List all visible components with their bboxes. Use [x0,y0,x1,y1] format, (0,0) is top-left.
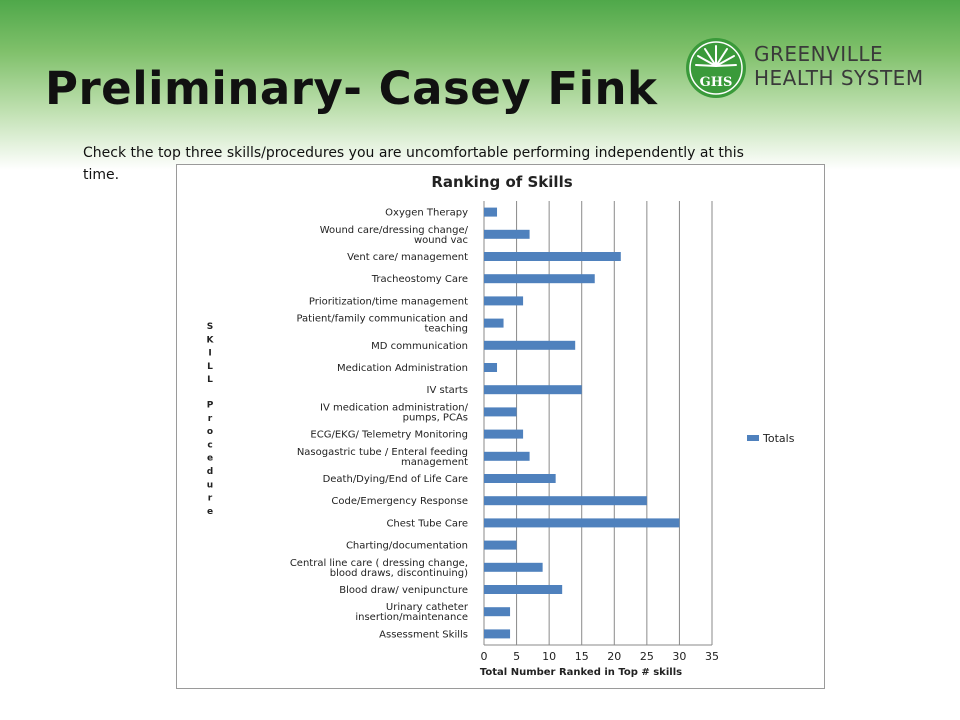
category-label: Tracheostomy Care [371,274,468,286]
bar [484,385,582,394]
category-label: wound vac [413,234,468,246]
x-tick-label: 35 [705,650,719,663]
category-label: Assessment Skills [379,629,468,641]
category-label: IV starts [426,385,468,397]
y-axis-letter: u [206,480,214,491]
y-axis-letter: K [206,335,214,346]
chart-grid [484,201,712,645]
y-axis-letter: S [206,322,214,332]
bar [484,274,595,283]
chart-category-labels [290,208,469,641]
bar [484,230,530,239]
x-tick-label: 30 [672,650,687,663]
category-label: IV medication administration/ [320,402,468,414]
bar [484,474,556,483]
chart-frame [176,164,825,689]
bar [484,496,647,505]
logo-line2: HEALTH SYSTEM [754,66,924,90]
chart-x-ticks [481,650,720,663]
bar [484,208,497,217]
category-label: Urinary catheter [385,602,468,614]
instruction-text: Check the top three skills/procedures you are uncomfortable performing independently at this time. [83,145,744,183]
chart-title: Ranking of Skills [431,173,573,191]
category-label: Medication Administration [336,363,468,374]
y-axis-letter: I [208,348,212,359]
x-tick-label: 15 [574,650,589,663]
bar [484,585,562,594]
bar [484,341,575,350]
category-label: Central line care ( dressing change, [289,557,468,569]
category-label: ECG/EKG/ Telemetry Monitoring [310,429,468,441]
logo-line1: GREENVILLE [754,42,884,66]
category-label: Oxygen Therapy [385,207,468,219]
category-label: MD communication [371,340,468,352]
category-label: Wound care/dressing change/ [319,224,468,236]
y-axis-letter: r [207,493,213,504]
bar [484,541,517,550]
bar [484,407,517,416]
bar [484,452,530,461]
y-axis-letter: d [206,467,214,477]
category-label: insertion/maintenance [355,612,468,624]
category-label: Patient/family communication and [296,313,468,325]
bar [484,518,679,527]
ghs-emblem-icon [684,36,748,100]
category-label: Prioritization/time management [308,296,468,308]
logo-wordmark [754,42,924,90]
category-label: Code/Emergency Response [331,496,468,508]
x-tick-label: 5 [513,650,521,663]
y-axis-letter: c [207,440,213,451]
slide-title: Preliminary- Casey Fink [45,62,658,115]
logo [684,36,944,100]
y-axis-letter: r [207,413,213,424]
x-tick-label: 20 [607,650,622,663]
category-label: pumps, PCAs [402,412,468,424]
category-label: teaching [424,323,468,335]
chart-y-axis-label [207,322,215,517]
x-tick-label: 25 [639,650,654,663]
y-axis-letter: e [206,453,214,464]
bar [484,430,523,439]
ranking-chart [177,165,824,688]
logo-monogram: GHS [699,75,733,90]
y-axis-letter: P [206,400,214,411]
category-label: Charting/documentation [345,540,468,552]
bar [484,363,497,372]
legend-label: Totals [763,432,795,445]
category-label: Blood draw/ venipuncture [339,585,468,596]
chart-legend [747,432,795,445]
category-label: Vent care/ management [347,252,468,263]
y-axis-letter: e [206,506,214,517]
y-axis-letter: L [207,361,213,372]
chart-x-axis-label: Total Number Ranked in Top # skills [479,667,683,678]
category-label: management [401,456,468,468]
bar [484,296,523,305]
bar [484,319,504,328]
legend-swatch [747,435,759,441]
bar [484,252,621,261]
category-label: Nasogastric tube / Enteral feeding [296,446,468,458]
bar [484,629,510,638]
y-axis-letter: L [207,375,213,386]
x-tick-label: 0 [480,650,488,663]
y-axis-letter: o [206,427,214,438]
bar [484,563,543,572]
category-label: blood draws, discontinuing) [329,567,468,579]
bar [484,607,510,616]
category-label: Chest Tube Care [386,518,468,530]
category-label: Death/Dying/End of Life Care [322,474,468,485]
x-tick-label: 10 [542,650,557,663]
